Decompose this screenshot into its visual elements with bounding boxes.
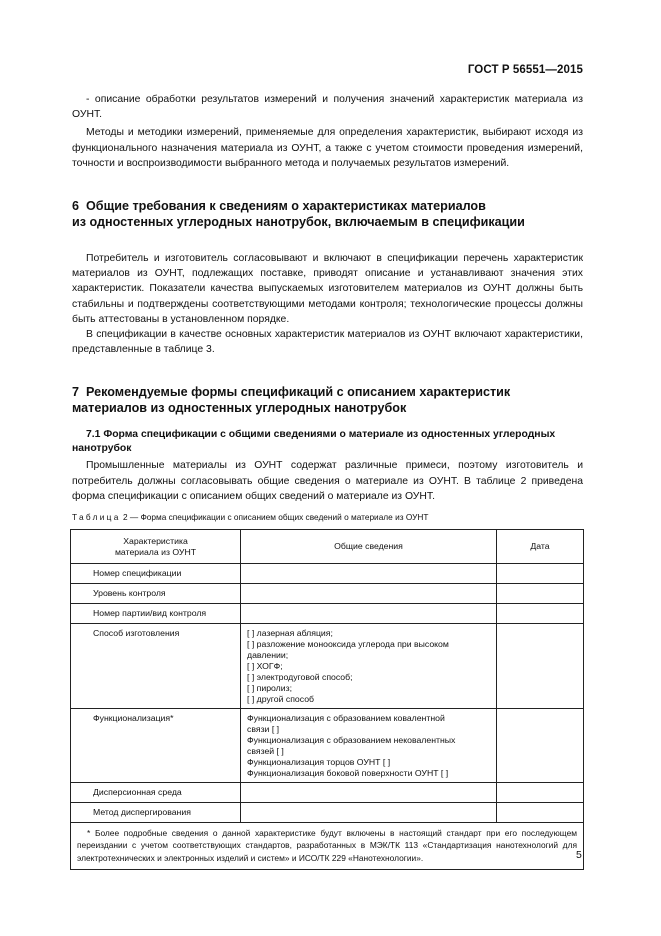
info-line: [ ] лазерная абляция; xyxy=(247,628,333,639)
row-date xyxy=(497,584,584,604)
row-date xyxy=(497,564,584,584)
subsection-7-1-heading: 7.1 Форма спецификации с общими сведениями о материале из одностенных углеродных нанотрубок xyxy=(72,429,556,455)
document-header: ГОСТ Р 56551—2015 xyxy=(467,64,583,76)
page-number: 5 xyxy=(576,849,582,861)
row-name: Метод диспергирования xyxy=(71,803,241,823)
header-characteristic-line2: материала из ОУНТ xyxy=(114,546,197,557)
row-info xyxy=(241,624,497,709)
paragraph-list-item: - описание обработки результатов измерений и получения значений характеристик материала из ОУНТ. xyxy=(72,94,583,121)
table-row xyxy=(71,584,584,604)
table-header-row xyxy=(71,530,584,564)
row-date xyxy=(497,604,584,624)
info-line: Функционализация с образованием нековалентных xyxy=(247,735,456,746)
table-row xyxy=(71,709,584,783)
section-7-heading xyxy=(72,384,583,416)
section-7-title-line2: материалов из одностенных углеродных нанотрубок xyxy=(72,401,407,416)
row-name: Функционализация* xyxy=(71,709,241,783)
table-row xyxy=(71,604,584,624)
row-info xyxy=(241,584,497,604)
table-row xyxy=(71,803,584,823)
info-line: связи [ ] xyxy=(247,724,280,735)
table-footnote-row xyxy=(71,823,584,870)
table-caption-label: Таблица xyxy=(72,512,121,523)
table-row xyxy=(71,564,584,584)
row-info xyxy=(241,564,497,584)
row-name: Уровень контроля xyxy=(71,584,241,604)
table-row xyxy=(71,783,584,803)
row-name: Номер спецификации xyxy=(71,564,241,584)
page-body xyxy=(72,92,583,870)
header-characteristic-line1: Характеристика xyxy=(123,535,188,546)
section-6-title-line2: из одностенных углеродных нанотрубок, включаемым в спецификации xyxy=(72,215,525,230)
header-date: Дата xyxy=(497,530,584,564)
header-characteristic xyxy=(71,530,241,564)
table-row xyxy=(71,624,584,709)
row-date xyxy=(497,803,584,823)
table-caption xyxy=(72,511,583,523)
info-line: [ ] другой способ xyxy=(247,694,315,705)
paragraph-methods: Методы и методики измерений, применяемые для определения характеристик, выбирают исходя из функционального назначения материала из ОУНТ, а также с учетом стоимости проведения измерений, точности и воспроизводимости выбранного метода и получаемых результатов измерений. xyxy=(72,127,583,169)
row-date xyxy=(497,783,584,803)
row-date xyxy=(497,709,584,783)
row-info xyxy=(241,604,497,624)
info-line: Функционализация с образованием ковалентной xyxy=(247,713,445,724)
info-line: [ ] электродуговой способ; xyxy=(247,672,353,683)
paragraph-table3-reference: В спецификации в качестве основных характеристик материалов из ОУНТ включают характеристики, представленные в таблице 3. xyxy=(72,329,583,356)
section-6-heading xyxy=(72,198,583,230)
info-line: [ ] пиролиз; xyxy=(247,683,293,694)
info-line: Функционализация торцов ОУНТ [ ] xyxy=(247,757,391,768)
row-date xyxy=(497,624,584,709)
row-info xyxy=(241,783,497,803)
paragraph-table2-intro: Промышленные материалы из ОУНТ содержат различные примеси, поэтому изготовитель и потребитель должны согласовывать общие сведения о материале из ОУНТ. В таблице 2 приведена форма спецификации с описанием общих сведений о материале из ОУНТ. xyxy=(72,460,583,502)
section-6-number: 6 xyxy=(72,199,80,214)
row-name: Способ изготовления xyxy=(71,624,241,709)
paragraph-requirements: Потребитель и изготовитель согласовывают и включают в спецификации перечень характеристик материалов из ОУНТ, подлежащих поставке, приводят описание и устанавливают значения этих характеристик. Показатели качества выпускаемых изготовителем материалов из ОУНТ должны быть стабильны и подтверждены соответствующими методами контроля; технологические процессы должны быть аттестованы в установленном порядке. xyxy=(72,253,583,325)
table-footnote: * Более подробные сведения о данной характеристике будут включены в настоящий стандарт при его последующем переиздании с учетом соответствующих стандартов, разработанных в МЭК/ТК 113 «Стандартизация нанотехнологий для электротехнических и электронных изделий и систем» и ИСО/ТК 229 «Нанотехнологии». xyxy=(71,823,584,870)
row-name: Номер партии/вид контроля xyxy=(71,604,241,624)
row-info xyxy=(241,803,497,823)
info-line: давлении; xyxy=(247,650,289,661)
info-line: связей [ ] xyxy=(247,746,284,757)
row-info xyxy=(241,709,497,783)
specification-table xyxy=(70,529,584,870)
section-7-number: 7 xyxy=(72,385,80,400)
section-6-title-line1: Общие требования к сведениям о характеристиках материалов xyxy=(86,199,486,214)
table-caption-text: 2 — Форма спецификации с описанием общих сведений о материале из ОУНТ xyxy=(120,512,429,523)
row-name: Дисперсионная среда xyxy=(71,783,241,803)
header-general-info: Общие сведения xyxy=(241,530,497,564)
section-7-title-line1: Рекомендуемые формы спецификаций с описанием характеристик xyxy=(86,385,511,400)
info-line: Функционализация боковой поверхности ОУНТ [ ] xyxy=(247,768,449,779)
info-line: [ ] разложение монооксида углерода при высоком xyxy=(247,639,449,650)
info-line: [ ] ХОГФ; xyxy=(247,661,283,672)
